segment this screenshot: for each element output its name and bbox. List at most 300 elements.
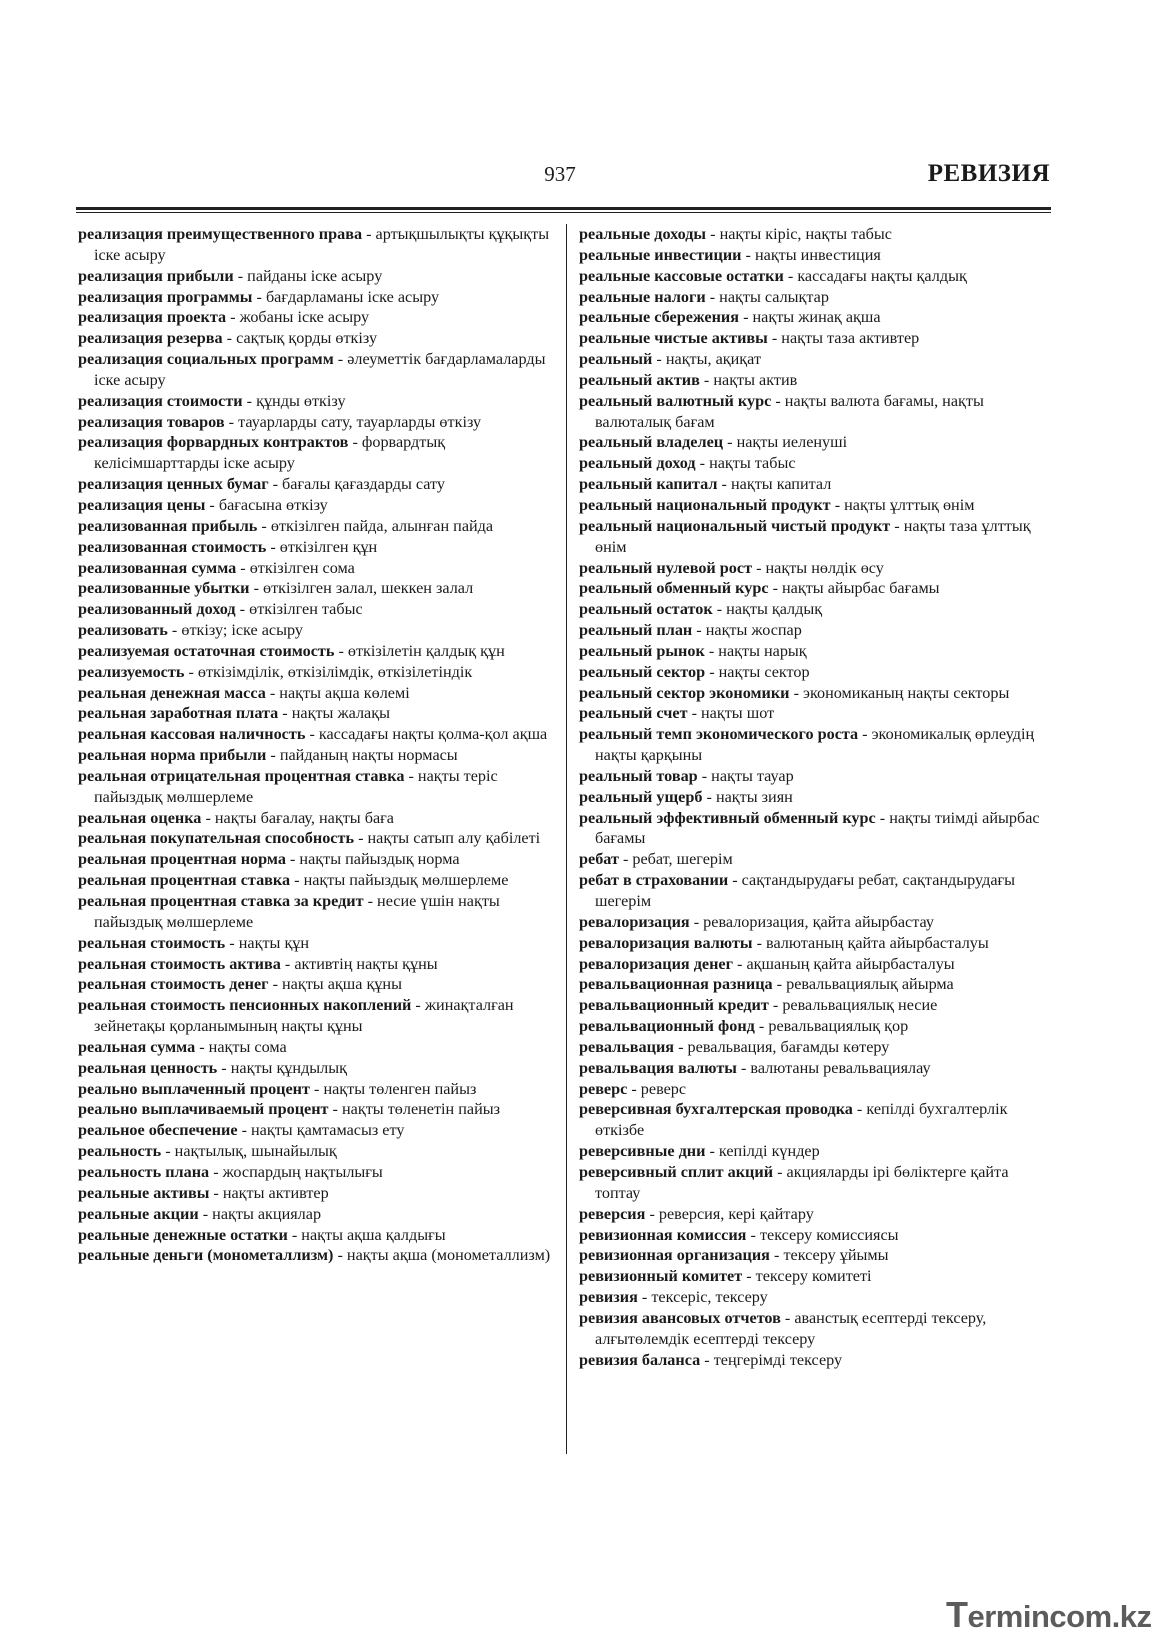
entry-dash: - — [702, 787, 716, 806]
entry-term: реализовать — [78, 621, 168, 640]
dictionary-entry — [579, 328, 1057, 349]
entry-term: реальные кассовые остатки — [579, 266, 784, 285]
entry-dash: - — [252, 287, 266, 306]
dictionary-entry — [78, 1245, 556, 1266]
entry-term: ревизия баланса — [579, 1350, 701, 1369]
entry-definition: экономикалық өрлеудің нақты қарқыны — [595, 725, 1035, 765]
entry-term: ребат в страховании — [579, 871, 729, 890]
dictionary-entry — [78, 766, 556, 808]
entry-term: реальная заработная плата — [78, 704, 279, 723]
dictionary-entry — [78, 307, 556, 328]
entry-dash: - — [771, 391, 785, 410]
dictionary-entry — [78, 391, 556, 412]
entry-term: реальная сумма — [78, 1037, 196, 1056]
entry-term: реальная стоимость — [78, 933, 226, 952]
entry-definition: нақты ақша (монометаллизм) — [346, 1246, 551, 1265]
page-number: 937 — [544, 162, 576, 186]
entry-definition: нақты төленген пайыз — [323, 1079, 477, 1098]
dictionary-entry — [78, 537, 556, 558]
entry-dash: - — [627, 1079, 641, 1098]
entry-dash: - — [692, 621, 706, 640]
entry-term: реальная норма прибыли — [78, 746, 267, 765]
entry-definition: ревальвациялық айырма — [786, 975, 954, 994]
dictionary-entry — [78, 1141, 556, 1162]
entry-term: реверсия — [579, 1204, 646, 1223]
entry-definition: нақты құндылық — [230, 1058, 347, 1077]
dictionary-entry — [579, 266, 1057, 287]
entry-term: реальный рынок — [579, 641, 705, 660]
entry-definition: аванстық есептерді тексеру, алғытөлемдік есептерді тексеру — [595, 1308, 987, 1348]
entry-definition: нақты құн — [238, 933, 310, 952]
dictionary-entry — [78, 349, 556, 391]
entry-dash: - — [268, 975, 283, 994]
entry-dash: - — [752, 558, 766, 577]
entry-dash: - — [789, 683, 803, 702]
dictionary-entry — [78, 870, 556, 891]
entry-term: реальная покупательная способность — [78, 829, 355, 848]
entry-term: реальный владелец — [579, 433, 724, 452]
entry-dash: - — [333, 1246, 347, 1265]
entry-term: реальная стоимость актива — [78, 954, 281, 973]
dictionary-entry — [579, 641, 1057, 662]
entry-dash: - — [754, 1017, 769, 1036]
entry-term: реальная кассовая наличность — [78, 725, 306, 744]
entry-definition: нақты зиян — [715, 787, 793, 806]
entry-dash: - — [236, 558, 250, 577]
entry-term: реальные деньги (монометаллизм) — [78, 1246, 334, 1265]
entry-definition: акцияларды ірі бөліктерге қайта топтау — [595, 1162, 1009, 1202]
entry-term: реальный — [579, 350, 653, 369]
entry-term: ревизионная организация — [579, 1246, 770, 1265]
entry-term: реализованная сумма — [78, 558, 237, 577]
entry-term: реальные инвестиции — [579, 245, 742, 264]
entry-dash: - — [695, 454, 710, 473]
entry-term: реализация преимущественного права — [78, 225, 363, 243]
entry-dash: - — [305, 725, 319, 744]
entry-definition: нақты ақша қалдығы — [301, 1225, 446, 1244]
dictionary-entry — [579, 1016, 1057, 1037]
dictionary-entry — [78, 1058, 556, 1079]
dictionary-entry — [78, 432, 556, 474]
dictionary-entry — [579, 370, 1057, 391]
entry-definition: нақты жинақ ақша — [752, 308, 881, 327]
entry-dash: - — [705, 287, 720, 306]
entry-dash: - — [699, 370, 714, 389]
entry-dash: - — [167, 621, 182, 640]
entry-definition: валютаны ревальвациялау — [750, 1058, 931, 1077]
entry-term: реализация ценных бумаг — [78, 475, 269, 494]
entry-definition: өткізілетін қалдық құн — [347, 641, 505, 660]
entry-term: реальный эффективный обменный курс — [579, 808, 876, 827]
entry-definition: артықшылықты құқықты іске асыру — [94, 225, 550, 264]
entry-dash: - — [226, 308, 240, 327]
entry-definition: жоспардың нақтылығы — [222, 1162, 383, 1181]
dictionary-entry — [579, 1245, 1057, 1266]
entry-definition: нақты нөлдік өсу — [765, 558, 884, 577]
entry-dash: - — [858, 725, 872, 744]
entry-dash: - — [687, 704, 702, 723]
entry-term: реальный счет — [579, 704, 688, 723]
dictionary-entry — [579, 1037, 1057, 1058]
entry-dash: - — [728, 871, 742, 890]
entry-term: реализация прибыли — [78, 266, 234, 285]
entry-dash: - — [723, 433, 737, 452]
dictionary-entry — [78, 724, 556, 745]
entry-definition: нақты кіріс, нақты табыс — [719, 225, 892, 243]
entry-dash: - — [706, 225, 720, 243]
entry-term: реальный остаток — [579, 600, 713, 619]
entry-definition: реверсия, кері қайтару — [658, 1204, 814, 1223]
entry-dash: - — [717, 475, 731, 494]
entry-dash: - — [201, 808, 215, 827]
entry-definition: жинақталған зейнетақы қорланымының нақты құны — [94, 996, 514, 1036]
entry-term: реальные чистые активы — [579, 329, 768, 348]
entry-term: реальная стоимость денег — [78, 975, 269, 994]
dictionary-entry — [579, 933, 1057, 954]
entry-definition: өткізімділік, өткізілімдік, өткізілетіндік — [197, 662, 473, 681]
entry-dash: - — [363, 892, 378, 910]
entry-term: реализованная прибыль — [78, 516, 258, 535]
entry-definition: экономиканың нақты секторы — [803, 683, 1010, 702]
entry-dash: - — [265, 683, 280, 702]
entry-definition: ақшаның қайта айырбасталуы — [746, 954, 955, 973]
entry-dash: - — [280, 954, 295, 973]
entry-dash: - — [705, 1142, 719, 1161]
entry-term: реверсивный сплит акций — [579, 1162, 774, 1181]
entry-term: ревизия — [579, 1288, 638, 1307]
entry-dash: - — [875, 808, 890, 827]
dictionary-entry — [78, 641, 556, 662]
termincom-logo: Termincom.kz — [946, 1594, 1152, 1635]
entry-dash: - — [732, 954, 747, 973]
dictionary-entry — [579, 766, 1057, 787]
entry-dash: - — [739, 308, 753, 327]
entry-dash: - — [266, 746, 280, 765]
entry-definition: ревалоризация, қайта айырбастау — [703, 912, 934, 931]
entry-dash: - — [268, 475, 283, 494]
column-divider — [566, 224, 567, 1454]
entry-term: реализация форвардных контрактов — [78, 433, 349, 452]
dictionary-entry — [78, 703, 556, 724]
entry-dash: - — [209, 1183, 223, 1202]
dictionary-entry — [579, 1287, 1057, 1308]
entry-term: реальные сбережения — [579, 308, 740, 327]
entry-term: реальные налоги — [579, 287, 706, 306]
entry-definition: әлеуметтік бағдарламаларды іске асыру — [94, 350, 546, 389]
dictionary-entry — [78, 662, 556, 683]
entry-definition: нақты табыс — [709, 454, 796, 473]
dictionary-entry — [78, 224, 556, 266]
dictionary-entry — [78, 974, 556, 995]
entry-dash: - — [746, 1225, 760, 1244]
entry-dash: - — [233, 266, 248, 285]
header-rule-thin — [76, 212, 1051, 213]
entry-definition: нақты ақша көлемі — [279, 683, 410, 702]
entry-dash: - — [287, 1225, 302, 1244]
dictionary-entry — [78, 745, 556, 766]
entry-dash: - — [890, 516, 904, 535]
entry-definition: нақты ақша құны — [282, 975, 402, 994]
entry-definition: нақты шот — [701, 704, 775, 723]
entry-definition: нақты жоспар — [705, 621, 802, 640]
entry-dash: - — [652, 350, 666, 369]
entry-term: реальная процентная ставка — [78, 871, 291, 890]
entry-dash: - — [741, 245, 755, 264]
entry-dash: - — [184, 662, 198, 681]
entry-term: реализация программы — [78, 287, 253, 306]
entry-definition: нақты бағалау, нақты баға — [214, 808, 394, 827]
entry-definition: сақтық қорды өткізу — [236, 329, 378, 348]
dictionary-entry — [78, 1120, 556, 1141]
entry-dash: - — [705, 662, 719, 681]
entry-term: реализация стоимости — [78, 391, 243, 410]
entry-term: реализация товаров — [78, 412, 225, 431]
dictionary-entry — [579, 1141, 1057, 1162]
dictionary-entry — [78, 266, 556, 287]
entry-term: реальный темп экономического роста — [579, 725, 859, 744]
dictionary-entry — [78, 995, 556, 1037]
entry-dash: - — [773, 1162, 787, 1181]
entry-definition: нақты таза активтер — [781, 329, 920, 348]
entry-definition: форвардтық келісімшарттарды іске асыру — [94, 433, 446, 473]
entry-dash: - — [309, 1079, 324, 1098]
dictionary-entry — [579, 870, 1057, 912]
entry-definition: нақты ұлттық өнім — [844, 495, 975, 514]
dictionary-entry — [78, 620, 556, 641]
entry-term: реверсивные дни — [579, 1142, 706, 1161]
entry-term: реальный сектор — [579, 662, 706, 681]
dictionary-entry — [78, 1204, 556, 1225]
entry-term: реально выплачиваемый процент — [78, 1100, 329, 1119]
entry-definition: тексеріс, тексеру — [651, 1288, 768, 1307]
entry-dash: - — [767, 329, 782, 348]
entry-dash: - — [736, 1058, 751, 1077]
entry-dash: - — [225, 933, 239, 952]
entry-dash: - — [772, 975, 787, 994]
entry-term: реальные активы — [78, 1183, 210, 1202]
dictionary-entry — [579, 808, 1057, 850]
entry-term: реализуемая остаточная стоимость — [78, 641, 335, 660]
entry-definition: ребат, шегерім — [632, 850, 733, 869]
entry-term: реальный нулевой рост — [579, 558, 753, 577]
dictionary-entry — [78, 412, 556, 433]
entry-dash: - — [290, 871, 304, 890]
entry-term: ребат — [579, 850, 619, 869]
entry-dash: - — [235, 600, 250, 619]
entry-term: реверсивная бухгалтерская проводка — [579, 1100, 853, 1119]
entry-dash: - — [209, 1162, 223, 1181]
entry-definition: кепілді күндер — [718, 1142, 820, 1161]
entry-definition: нақты тауар — [711, 766, 794, 785]
dictionary-entry — [579, 391, 1057, 433]
entry-term: реальные доходы — [579, 225, 707, 243]
dictionary-entry — [78, 1079, 556, 1100]
dictionary-entry — [78, 1162, 556, 1183]
dictionary-entry — [579, 1225, 1057, 1246]
entry-definition: тексеру ұйымы — [783, 1246, 889, 1265]
dictionary-entry — [78, 599, 556, 620]
header-rule-thick — [76, 207, 1051, 210]
entry-dash: - — [645, 1204, 659, 1223]
entry-term: реализация цены — [78, 495, 206, 514]
entry-definition: нақты нарық — [718, 641, 807, 660]
entry-dash: - — [362, 225, 376, 243]
dictionary-entry — [579, 558, 1057, 579]
entry-definition: сақтандырудағы ребат, сақтандырудағы шегерім — [595, 871, 1016, 910]
entry-definition: нақты, ақиқат — [665, 350, 762, 369]
entry-definition: бағалы қағаздарды сату — [282, 475, 445, 494]
entry-definition: өткізілген сома — [249, 558, 355, 577]
dictionary-entry — [78, 808, 556, 829]
right-column — [579, 224, 1057, 1370]
entry-term: реальный сектор экономики — [579, 683, 790, 702]
entry-dash: - — [742, 1267, 756, 1286]
entry-term: реальность плана — [78, 1162, 210, 1181]
entry-dash: - — [704, 641, 719, 660]
entry-definition: активтің нақты құны — [294, 954, 438, 973]
entry-term: ревальвационный кредит — [579, 996, 769, 1015]
dictionary-entry — [579, 432, 1057, 453]
entry-definition: ревальвациялық қор — [768, 1017, 909, 1036]
dictionary-entry — [579, 1266, 1057, 1287]
entry-dash: - — [712, 600, 727, 619]
entry-definition: өткізілген залал, шеккен залал — [263, 579, 474, 598]
entry-definition: нақты пайыздық норма — [299, 850, 460, 869]
entry-dash: - — [852, 1100, 867, 1119]
entry-dash: - — [198, 1204, 213, 1223]
dictionary-entry — [579, 662, 1057, 683]
entry-definition: кассадағы нақты қалдық — [797, 266, 967, 285]
dictionary-entry — [579, 287, 1057, 308]
entry-definition: нақты айырбас бағамы — [782, 579, 940, 598]
entry-definition: нақты жалақы — [291, 704, 390, 723]
entry-definition: нақты қалдық — [726, 600, 823, 619]
entry-dash: - — [752, 933, 767, 952]
entry-definition: нақты сома — [208, 1037, 287, 1056]
entry-term: реальный капитал — [579, 475, 718, 494]
entry-dash: - — [205, 495, 219, 514]
dictionary-entry — [579, 954, 1057, 975]
entry-term: реальная отрицательная процентная ставка — [78, 766, 405, 785]
running-head-title: РЕВИЗИЯ — [927, 160, 1050, 187]
entry-definition: өткізілген пайда, алынған пайда — [270, 516, 494, 535]
dictionary-entry — [579, 474, 1057, 495]
entry-definition: нақты қамтамасыз ету — [251, 1121, 405, 1140]
dictionary-entry — [579, 1308, 1057, 1350]
entry-definition: нақты капитал — [730, 475, 832, 494]
dictionary-entry — [579, 599, 1057, 620]
dictionary-entry — [579, 495, 1057, 516]
entry-term: ревальвационная разница — [579, 975, 773, 994]
dictionary-entry — [579, 849, 1057, 870]
entry-definition: нақты активтер — [222, 1183, 329, 1202]
dictionary-entry — [78, 891, 556, 933]
dictionary-entry — [579, 578, 1057, 599]
entry-dash: - — [161, 1142, 175, 1161]
entry-dash: - — [768, 579, 783, 598]
entry-definition: нақты таза ұлттық өнім — [595, 516, 1031, 556]
entry-dash: - — [354, 829, 368, 848]
entry-dash: - — [242, 391, 257, 410]
entry-dash: - — [348, 433, 362, 452]
entry-term: реальная ценность — [78, 1058, 218, 1077]
dictionary-entry — [579, 453, 1057, 474]
entry-term: реально выплаченный процент — [78, 1079, 310, 1098]
entry-dash: - — [637, 1288, 652, 1307]
entry-term: реальный национальный чистый продукт — [579, 516, 891, 535]
entry-term: реализованный доход — [78, 600, 236, 619]
entry-definition: нақты теріс пайыздық мөлшерлеме — [94, 766, 498, 806]
dictionary-entry — [78, 287, 556, 308]
entry-definition: пайданы іске асыру — [247, 266, 383, 285]
entry-term: ревалоризация денег — [579, 954, 733, 973]
entry-term: реализуемость — [78, 662, 185, 681]
entry-dash: - — [278, 704, 292, 723]
entry-dash: - — [697, 766, 712, 785]
entry-definition: нақты валюта бағамы, нақты валюталық бағам — [595, 391, 984, 431]
entry-term: ревизионная комиссия — [579, 1225, 747, 1244]
dictionary-entry — [78, 328, 556, 349]
entry-definition: өткізу; іске асыру — [181, 621, 303, 640]
dictionary-entry — [579, 1162, 1057, 1204]
dictionary-entry — [78, 558, 556, 579]
dictionary-entry — [579, 1079, 1057, 1100]
dictionary-entry — [78, 1099, 556, 1120]
entry-definition: нақты инвестиция — [754, 245, 881, 264]
entry-dash: - — [674, 1037, 688, 1056]
entry-dash: - — [249, 579, 263, 598]
entry-term: реальная стоимость пенсионных накоплений — [78, 996, 412, 1015]
entry-definition: нақты актив — [713, 370, 798, 389]
dictionary-entry — [78, 683, 556, 704]
entry-dash: - — [783, 266, 798, 285]
entry-dash: - — [285, 850, 300, 869]
entry-term: реализация резерва — [78, 329, 223, 348]
dictionary-entry — [78, 516, 556, 537]
dictionary-entry — [579, 516, 1057, 558]
entry-term: ревалоризация валюты — [579, 933, 753, 952]
entry-dash: - — [222, 329, 237, 348]
entry-dash: - — [333, 350, 348, 369]
dictionary-entry — [78, 954, 556, 975]
entry-definition: нақты сектор — [718, 662, 810, 681]
entry-definition: ревальвация, бағамды көтеру — [687, 1037, 890, 1056]
dictionary-entry — [579, 1058, 1057, 1079]
entry-definition: пайданың нақты нормасы — [279, 746, 458, 765]
entry-dash: - — [328, 1100, 342, 1119]
entry-term: реализация социальных программ — [78, 350, 334, 369]
entry-definition: бағасына өткізу — [218, 495, 328, 514]
entry-dash: - — [411, 996, 425, 1015]
entry-term: реальный обменный курс — [579, 579, 769, 598]
entry-term: ревизия авансовых отчетов — [579, 1308, 781, 1327]
entry-term: реверс — [579, 1079, 628, 1098]
dictionary-entry — [579, 974, 1057, 995]
entry-definition: өткізілген табыс — [249, 600, 363, 619]
entry-definition: нақты иеленуші — [736, 433, 848, 452]
entry-dash: - — [334, 641, 348, 660]
entry-term: ревальвация валюты — [579, 1058, 737, 1077]
entry-term: реальные денежные остатки — [78, 1225, 288, 1244]
entry-dash: - — [195, 1037, 209, 1056]
entry-dash: - — [266, 537, 280, 556]
entry-term: реализованная стоимость — [78, 537, 267, 556]
entry-definition: бағдарламаны іске асыру — [265, 287, 440, 306]
entry-definition: нақты сатып алу қабілеті — [367, 829, 541, 848]
entry-dash: - — [768, 996, 783, 1015]
dictionary-entry — [78, 1183, 556, 1204]
entry-definition: несие үшін нақты пайыздық мөлшерлеме — [94, 892, 500, 931]
